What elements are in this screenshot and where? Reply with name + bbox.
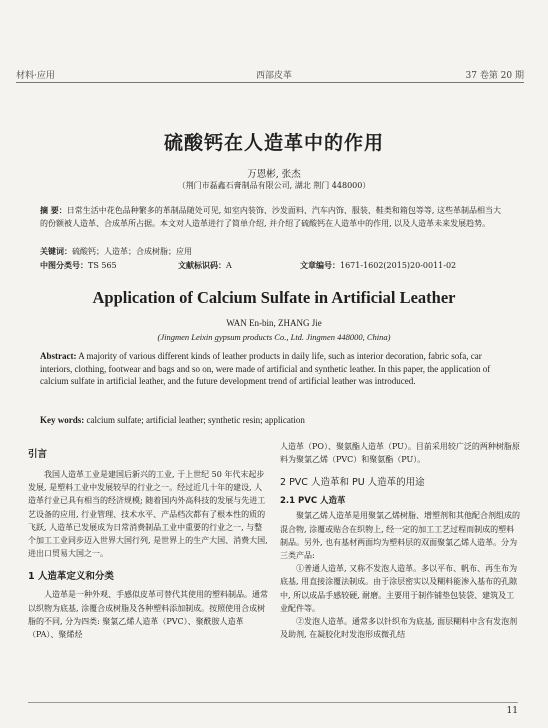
item-1-paragraph: ①普通人造革, 又称不发泡人造革。多以平布、帆布、再生布为底基, 用直接涂覆法制成。由于涂层密实以及糊料能渗入基布的孔隙中, 所以成品手感较硬, 耐磨。主要用于制作铺垫包装袋、建筑及工业配件等。 (280, 564, 518, 613)
document-code-value: A (226, 261, 232, 270)
article-number-label: 文章编号： (300, 260, 340, 270)
keywords-en-label: Key words: (40, 415, 85, 425)
abstract-en-text: A majority of various different kinds of leather products in daily life, such as interior decoration, fabric sofa, car interiors, clothing, footwear and bags and so on, were made of artificial and synthetic leather. In this paper, the application of calcium sulfate in artificial leather, and the future development trend of artificial leather was introduced. (40, 351, 491, 387)
running-header-left: 材料·应用 (16, 71, 55, 81)
class-number (40, 259, 117, 272)
keywords-en-text: calcium sulfate; artificial leather; synthetic resin; application (86, 415, 305, 425)
authors: 万恩彬, 张杰 (247, 169, 301, 180)
right-column (280, 440, 520, 641)
keywords-en (40, 414, 506, 426)
abstract-en-label: Abstract: (40, 351, 77, 361)
running-header-right: 37 卷第 20 期 (465, 71, 524, 81)
abstract-cn-label: 摘 要： (40, 205, 67, 215)
page-title: 硫酸钙在人造革中的作用 (163, 132, 384, 154)
intro-paragraph: 我国人造革工业是建国后新兴的工业, 于上世纪 50 年代末起步发展, 是塑料工业中发展较早的行业之一。经过近几十年的建设, 人造革行业已具有相当的经济规模; 随着国内外高科技的发展与先进工艺设备的应用, 行业管理、技术水平、产品档次都有了根本性的质的飞跃, 人造革已发展成为日常消费制品工业中重要的行业之一, 与整个加工工业同步迈入世界大国行列, 是世界上的生产大国、消费大国, 进出口贸易大国之一。 (28, 470, 268, 559)
continued-paragraph: 人造革（PO）、聚氨酯人造革（PU）。目前采用较广泛的两种树脂原料为聚氯乙烯（PVC）和聚氨酯（PU）。 (280, 442, 520, 465)
keywords-cn (40, 245, 508, 258)
affiliation: （荆门市磊鑫石膏制品有限公司, 湖北 荆门 448000） (177, 181, 371, 190)
left-column (28, 446, 268, 641)
footer-rule (28, 702, 518, 703)
abstract-en (40, 350, 506, 388)
class-number-label: 中图分类号： (40, 260, 88, 270)
page-number: 11 (506, 706, 518, 716)
document-code-label: 文献标识码： (178, 260, 226, 270)
intro-heading: 引言 (28, 449, 48, 460)
section-1-heading: 1 人造革定义和分类 (28, 571, 114, 583)
section-2-1-paragraph: 聚氯乙烯人造革是用聚氯乙烯树脂、增塑剂和其他配合剂组成的混合物, 涂覆或贴合在织物上, 经一定的加工工艺过程而制成的塑料制品。另外, 也有基材两面均为塑料层的双面聚氯乙烯人造革。分为三类产品: (280, 511, 520, 561)
class-number-value: TS 565 (88, 261, 117, 270)
abstract-cn-text: 日常生活中花色品种繁多的革制品随处可见, 如室内装饰、沙发面料、汽车内饰、服装、鞋类和箱包等等, 这些革制品相当大的份额被人造革、合成革所占据。本文对人造革进行了简单介绍, 并介绍了硫酸钙在人造革中的作用, 以及人造革未来发展趋势。 (40, 206, 501, 229)
english-authors: WAN En-bin, ZHANG Jie (226, 318, 322, 328)
english-affiliation: (Jingmen Leixin gypsum products Co., Ltd. Jingmen 448000, China) (157, 332, 391, 342)
english-title: Application of Calcium Sulfate in Artificial Leather (92, 288, 456, 307)
running-header-center: 西部皮革 (255, 71, 292, 81)
article-number-value: 1671-1602(2015)20-0011-02 (340, 261, 457, 270)
keywords-cn-text: 硫酸钙；人造革；合成树脂；应用 (72, 247, 192, 256)
section-2-1-heading: 2.1 PVC 人造革 (280, 496, 346, 507)
item-2-paragraph: ②发泡人造革。通常多以针织布为底基, 面层糊料中含有发泡剂及助剂, 在凝胶化时发泡形成微孔结 (280, 617, 518, 640)
article-number (300, 259, 456, 272)
keywords-cn-label: 关键词： (40, 246, 72, 256)
abstract-cn (40, 204, 508, 230)
section-1-paragraph: 人造革是一种外观、手感似皮革可替代其使用的塑料制品。通常以织物为底基, 涂覆合成树脂及各种塑料添加制成。按照使用合成树脂的不同, 分为四类: 聚氯乙烯人造革（PVC）、聚酰胺人造革（PA）、聚烯烃 (28, 590, 268, 640)
document-code (178, 259, 232, 272)
section-2-heading: 2 PVC 人造革和 PU 人造革的用途 (280, 477, 425, 489)
header-rule (16, 82, 524, 83)
